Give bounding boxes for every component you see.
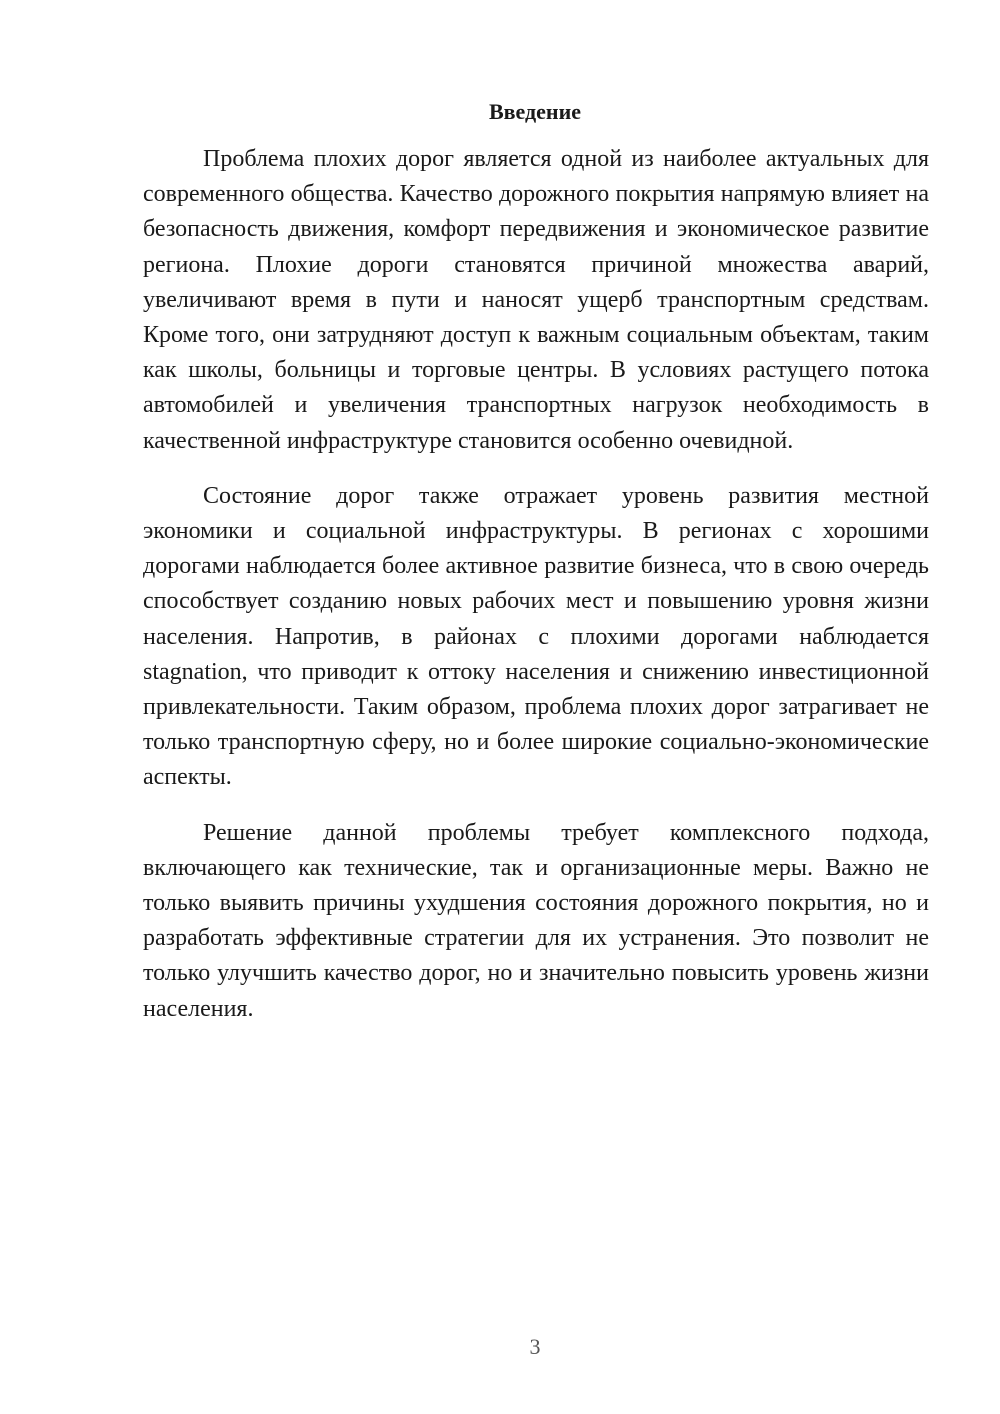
section-heading: Введение (488, 99, 582, 124)
paragraph-1: Проблема плохих дорог является одной из наиболее актуальных для современного общества. Качество дорожного покрытия напрямую влияет на безопасность движения, комфорт передвижения и экономическое развитие региона. Плохие дороги становятся причиной множества аварий, увеличивают время в пути и наносят ущерб транспортным средствам. Кроме того, они затрудняют доступ к важным социальным объектам, таким как школы, больницы и торговые центры. В условиях растущего потока автомобилей и увеличения транспортных нагрузок необходимость в качественной инфраструктуре становится особенно очевидной. (143, 146, 929, 454)
paragraph-2: Состояние дорог также отражает уровень развития местной экономики и социальной инфраструктуры. В регионах с хорошими дорогами наблюдается более активное развитие бизнеса, что в свою очередь способствует созданию новых рабочих мест и повышению уровня жизни населения. Напротив, в районах с плохими дорогами наблюдается stagnation, что приводит к оттоку населения и снижению инвестиционной привлекательности. Таким образом, проблема плохих дорог затрагивает не только транспортную сферу, но и более широкие социально-экономические аспекты. (143, 482, 929, 791)
body-text (143, 142, 929, 1047)
page-number: 3 (529, 1334, 541, 1359)
paragraph-3: Решение данной проблемы требует комплексного подхода, включающего как технические, так и организационные меры. Важно не только выявить причины ухудшения состояния дорожного покрытия, но и разработать эффективные стратегии для их устранения. Это позволит не только улучшить качество дорог, но и значительно повысить уровень жизни населения. (143, 819, 929, 1022)
